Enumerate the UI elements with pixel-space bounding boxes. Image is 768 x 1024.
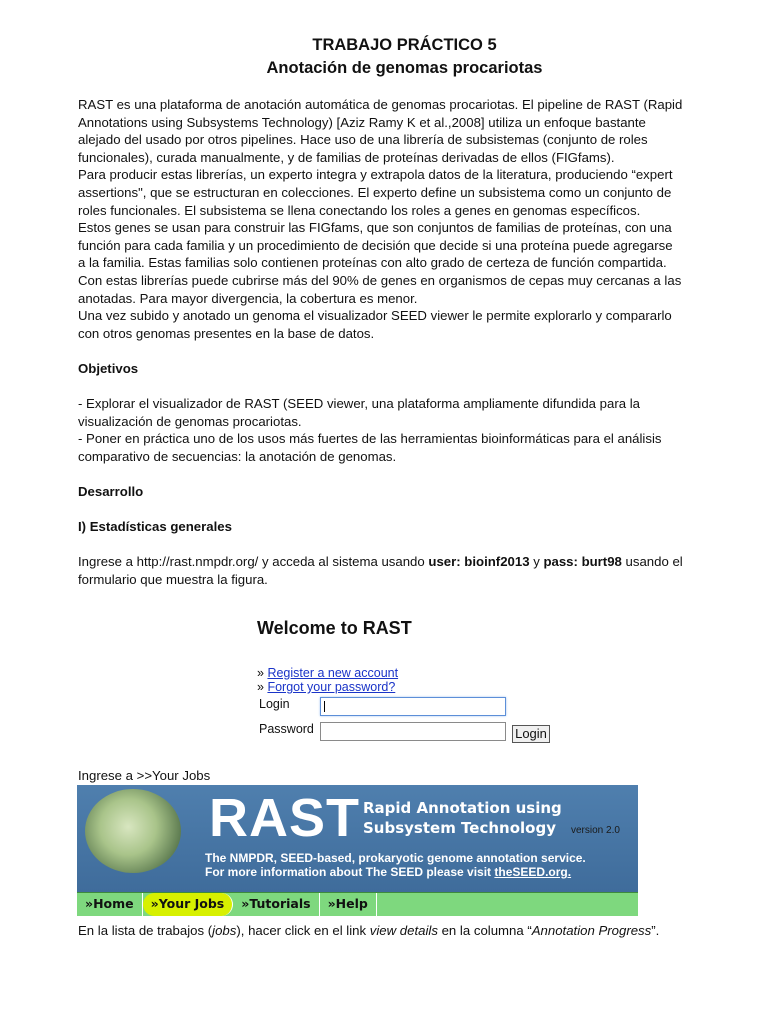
final-instruction [78, 922, 738, 940]
rast-login-figure [257, 616, 557, 746]
bullet-icon: » [257, 680, 264, 694]
welcome-title: Welcome to RAST [257, 618, 412, 638]
nav-tutorials[interactable]: »Tutorials [233, 893, 319, 916]
intro-line: Para producir estas librerías, un experto integra y extrapola datos de la literatura, produciendo “expert [78, 167, 673, 183]
intro-line: función para cada familia y un procedimiento de decisión que decide si una proteína puede agregarse [78, 237, 673, 253]
intro-line: assertions", que se estructuran en colecciones. El experto define un subsistema como un conjunto de [78, 184, 672, 200]
credential-user: user: bioinf2013 [428, 554, 530, 570]
intro-line: roles funcionales. El subsistema se llena conectando los roles a genes en genomas específicos. [78, 202, 641, 218]
document-title: TRABAJO PRÁCTICO 5 [312, 36, 497, 54]
objetivo-line: - Poner en práctica uno de los usos más fuertes de las herramientas bioinformáticas para el análisis [78, 431, 662, 447]
instructions-line [78, 553, 731, 571]
intro-line: alejado del usado por otros pipelines. Hace uso de una librería de subsistemas (conjunto de roles [78, 132, 648, 148]
instruction-text: Ingrese a http://rast.nmpdr.org/ y acceda al sistema usando [78, 554, 429, 570]
objetivo-line: comparativo de secuencias: la anotación de genomas. [78, 448, 397, 464]
banner-version: version 2.0 [571, 825, 620, 836]
nav-help[interactable]: »Help [320, 893, 377, 916]
banner-info [205, 865, 571, 879]
document-subtitle: Anotación de genomas procariotas [266, 59, 543, 77]
theseed-link[interactable]: theSEED.org. [494, 865, 572, 879]
intro-line: Una vez subido y anotado un genoma el visualizador SEED viewer le permite explorarlo y compararlo [78, 308, 672, 324]
instruction-italic: view details [369, 923, 438, 938]
intro-line: con otros genomas presentes en la base de datos. [78, 325, 375, 341]
desarrollo-heading: Desarrollo [78, 484, 144, 500]
instruction-italic: Annotation Progress [531, 923, 652, 938]
text-caret [324, 701, 325, 712]
instruction-text: En la lista de trabajos ( [78, 923, 213, 938]
intro-line: funcionales), curada manualmente, y de familias de proteínas derivadas de ellos (FIGfams). [78, 149, 615, 165]
password-label: Password [259, 722, 314, 736]
login-input[interactable] [320, 697, 506, 716]
intro-paragraph [78, 96, 731, 342]
intro-line: anotadas. Para mayor divergencia, la cobertura es menor. [78, 290, 418, 306]
instruction-italic: jobs [212, 923, 237, 938]
banner-info-text: For more information about The SEED please visit [205, 865, 495, 879]
instruction-text: ), hacer click en el link [236, 923, 370, 938]
bullet-icon: » [257, 666, 264, 680]
intro-line: Annotations using Subsystems Technology) [Aziz Ramy K et al.,2008] utiliza un enfoque bastante [78, 114, 646, 130]
banner-rapid-line: Subsystem Technology [363, 819, 556, 837]
intro-line: a la familia. Estas familias solo contienen proteínas con alto grado de certeza de función compartida. [78, 255, 667, 271]
instruction-text: usando el [621, 554, 683, 570]
instructions-line: formulario que muestra la figura. [78, 572, 268, 588]
intro-line: Con estas librerías puede cubrirse más del 90% de genes en organismos de cepas muy cercanas a las [78, 272, 682, 288]
register-link[interactable]: Register a new account [267, 666, 399, 680]
banner-nav [77, 892, 638, 916]
banner-rapid-text [363, 798, 562, 838]
nav-home[interactable]: »Home [77, 893, 143, 916]
forgot-password-link[interactable]: Forgot your password? [267, 680, 396, 694]
nav-your-jobs[interactable]: »Your Jobs [143, 893, 234, 916]
banner-rast-title: RAST [209, 788, 360, 848]
account-links [257, 666, 398, 694]
your-jobs-instruction: Ingrese a >>Your Jobs [78, 768, 211, 783]
instruction-text: en la columna “ [437, 923, 532, 938]
intro-line: Estos genes se usan para construir las FIGfams, que son conjuntos de familias de proteínas, con una [78, 220, 672, 236]
section-heading: I) Estadísticas generales [78, 519, 232, 535]
password-input[interactable] [320, 722, 506, 741]
objetivos-heading: Objetivos [78, 360, 139, 376]
objetivos-list [78, 395, 731, 465]
login-label: Login [259, 697, 290, 711]
banner-rapid-line: Rapid Annotation using [363, 799, 562, 817]
credential-pass: pass: burt98 [543, 554, 622, 570]
objetivo-line: visualización de genomas procariotas. [78, 413, 302, 429]
instruction-text: y [529, 554, 544, 570]
banner-tagline: The NMPDR, SEED-based, prokaryotic genome annotation service. [205, 851, 586, 865]
document-page [78, 34, 731, 589]
rast-banner-figure [77, 785, 638, 916]
instruction-text: ”. [651, 923, 660, 938]
login-button[interactable]: Login [512, 725, 550, 743]
objetivo-line: - Explorar el visualizador de RAST (SEED viewer, una plataforma ampliamente difundida para la [78, 396, 640, 412]
intro-line: RAST es una plataforma de anotación automática de genomas procariotas. El pipeline de RAST (Rapid [78, 97, 683, 112]
banner-header [77, 785, 638, 892]
rast-logo-icon [85, 789, 181, 873]
